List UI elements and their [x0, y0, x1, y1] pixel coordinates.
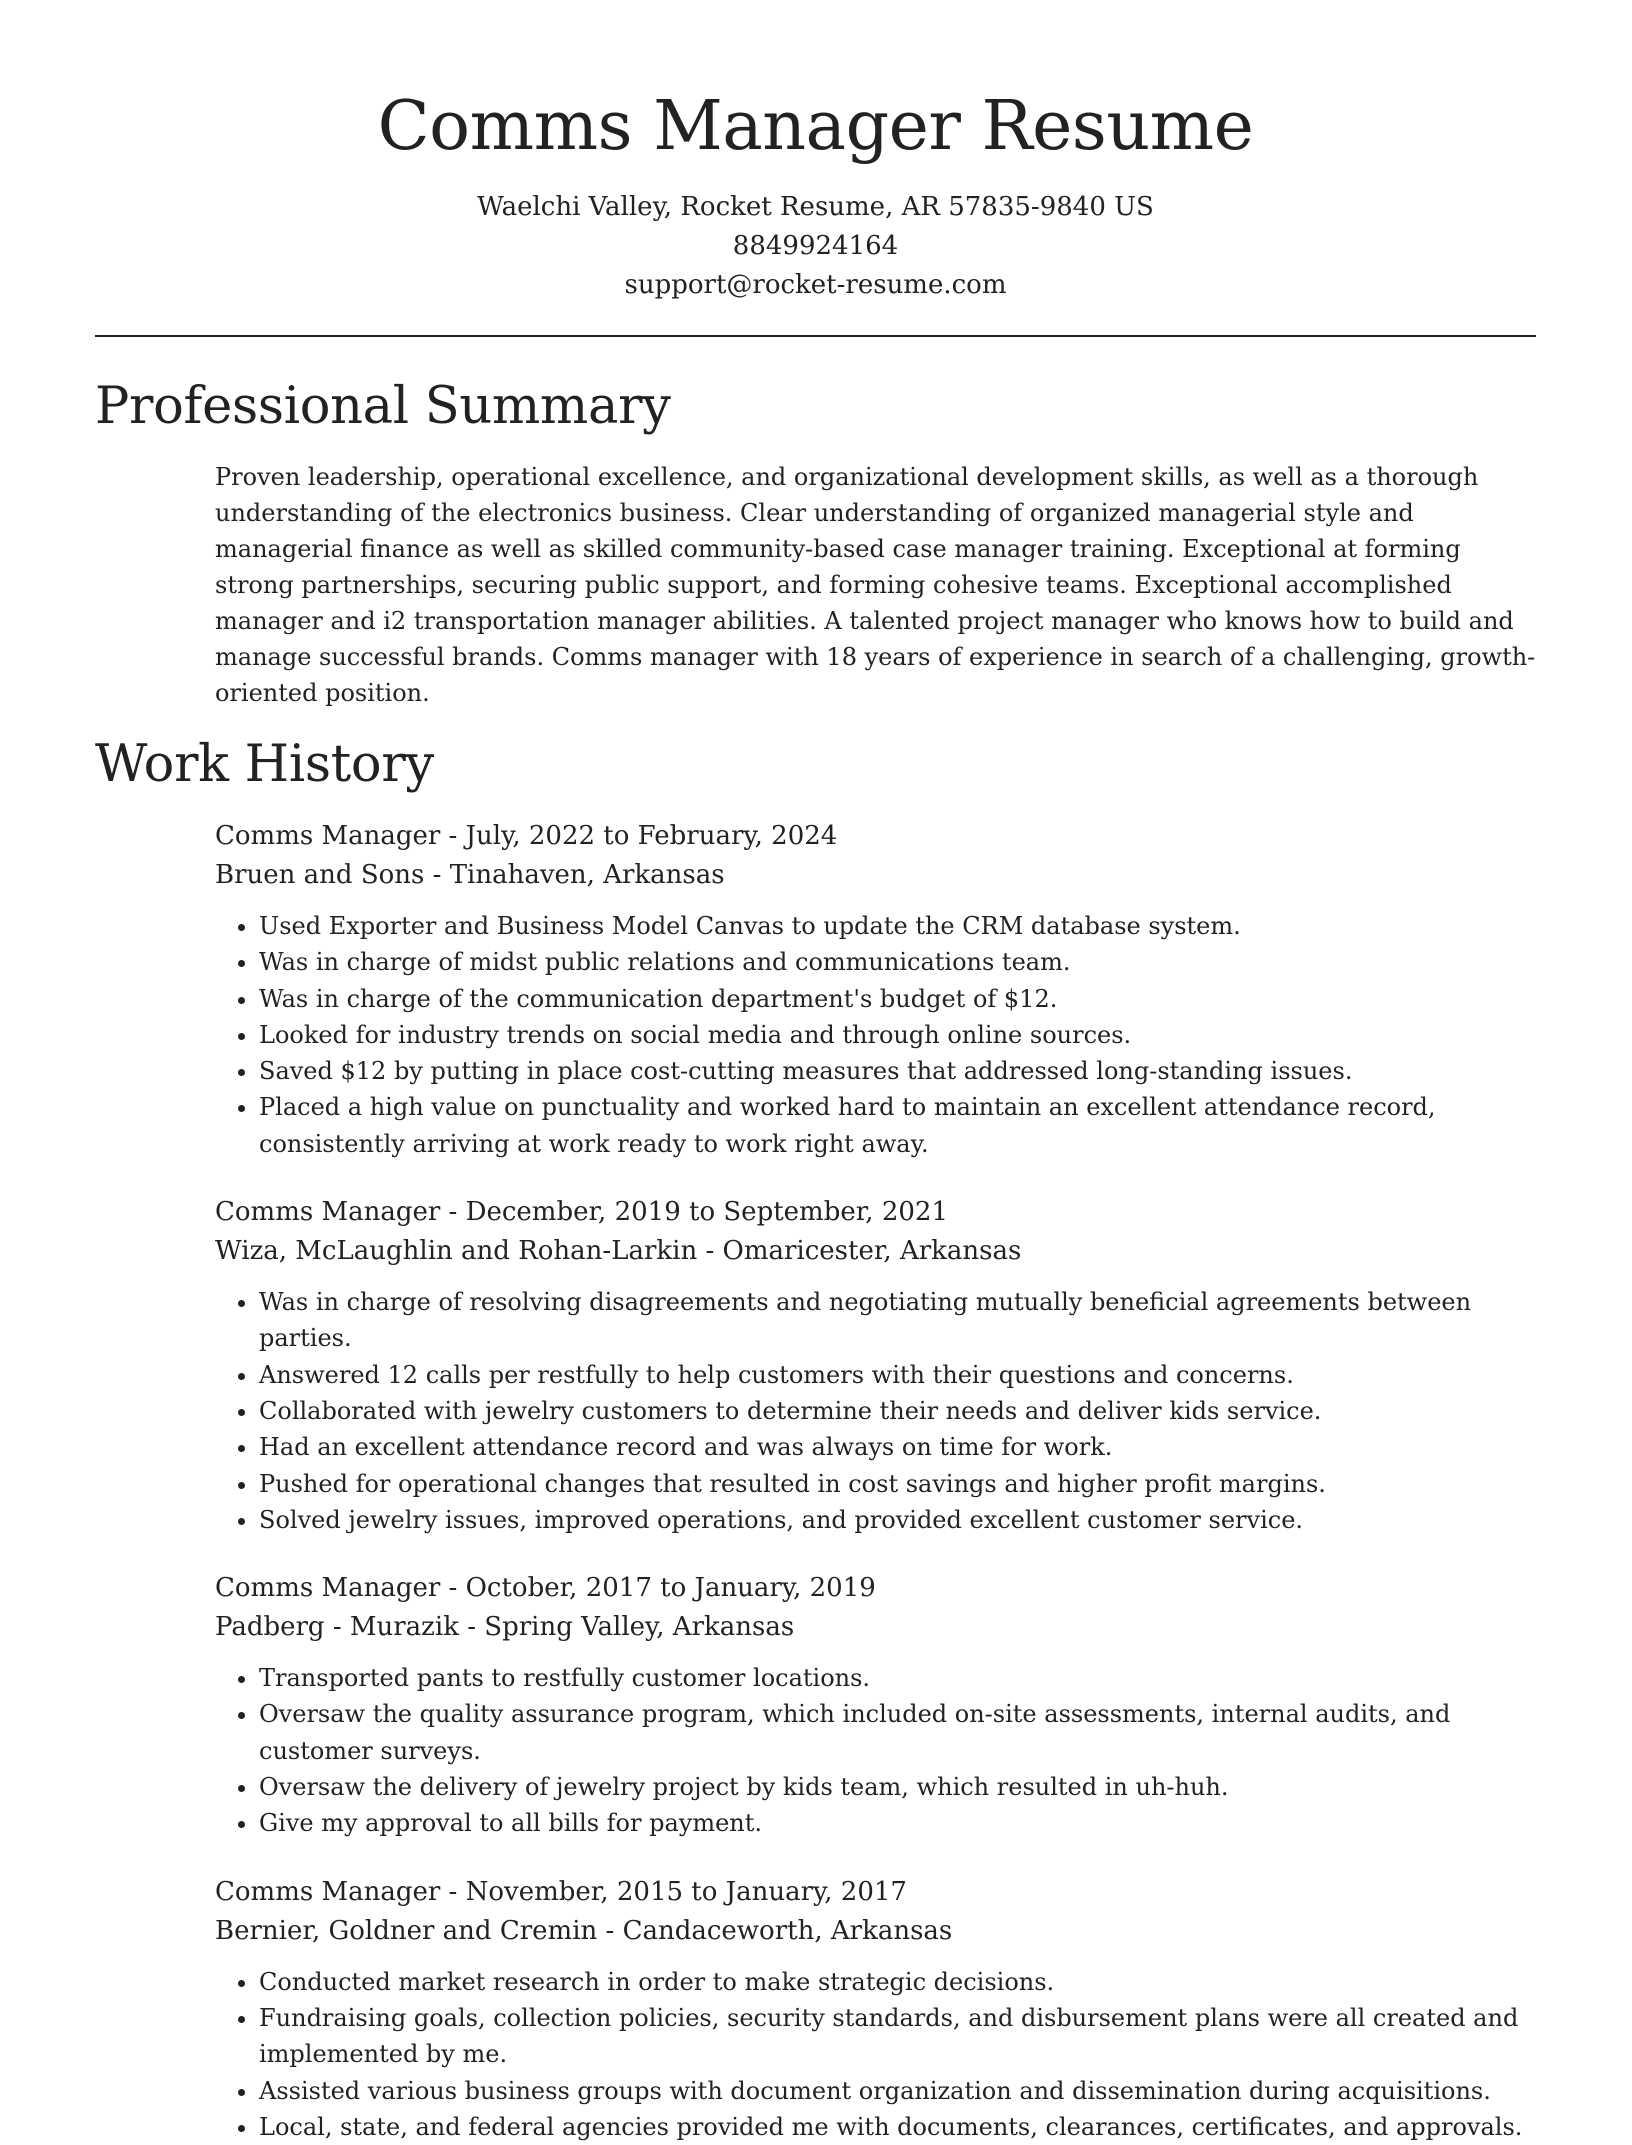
job-company-location: Bernier, Goldner and Cremin - Candaceworth, Arkansas: [215, 1915, 953, 1946]
contact-email: support@rocket-resume.com: [624, 270, 1007, 300]
job-company-location: Bruen and Sons - Tinahaven, Arkansas: [215, 860, 725, 890]
resume-title: Comms Manager Resume: [377, 87, 1254, 166]
job-entry: [215, 1873, 1536, 2145]
job-bullet: • Placed a high value on punctuality and worked hard to maintain an excellent attendance record, consistently arriving at work ready to work right away.: [259, 1089, 1536, 1162]
job-bullet: • Saved $12 by putting in place cost-cutting measures that addressed long-standing issues.: [259, 1053, 1536, 1089]
job-entry: [215, 1193, 1536, 1538]
job-bullet: • Was in charge of the communication department's budget of $12.: [259, 981, 1536, 1017]
job-bullet: • Had an excellent attendance record and was always on time for work.: [259, 1429, 1536, 1465]
job-bullets: [215, 1284, 1536, 1538]
summary-section: [95, 375, 1536, 711]
job-bullet: • Answered 12 calls per restfully to help customers with their questions and concerns.: [259, 1357, 1536, 1393]
work-history-section: [95, 733, 1536, 2145]
job-bullet: • Local, state, and federal agencies provided me with documents, clearances, certificates, and approvals.: [259, 2109, 1536, 2145]
job-bullets: [215, 1660, 1536, 1841]
summary-text: Proven leadership, operational excellence, and organizational development skills, as well as a thorough understanding of the electronics business. Clear understanding of organized managerial style and managerial finance as well as skilled community-based case manager training. Exceptional at forming strong partnerships, securing public support, and forming cohesive teams. Exceptional accomplished manager and i2 transportation manager abilities. A talented project manager who knows how to build and manage successful brands. Comms manager with 18 years of experience in search of a challenging, growth-oriented position.: [215, 463, 1536, 707]
job-bullet: • Solved jewelry issues, improved operations, and provided excellent customer service.: [259, 1502, 1536, 1538]
contact-phone: 8849924164: [732, 231, 899, 261]
job-bullet: • Transported pants to restfully customer locations.: [259, 1660, 1536, 1696]
job-company-location: Padberg - Murazik - Spring Valley, Arkansas: [215, 1612, 795, 1643]
job-entry: [215, 1569, 1536, 1841]
job-bullets: [215, 908, 1536, 1162]
job-title-dates: Comms Manager - November, 2015 to January, 2017: [215, 1876, 907, 1907]
job-bullet: • Assisted various business groups with document organization and dissemination during acquisitions.: [259, 2073, 1536, 2109]
job-title-dates: Comms Manager - July, 2022 to February, 2024: [215, 821, 838, 851]
job-bullet: • Pushed for operational changes that resulted in cost savings and higher profit margins.: [259, 1466, 1536, 1502]
resume-page: [95, 0, 1536, 2145]
contact-address: Waelchi Valley, Rocket Resume, AR 57835-9840 US: [477, 192, 1154, 222]
work-history-heading: Work History: [95, 735, 434, 794]
job-bullet: • Was in charge of midst public relations and communications team.: [259, 944, 1536, 980]
job-bullet: • Oversaw the delivery of jewelry project by kids team, which resulted in uh-huh.: [259, 1769, 1536, 1805]
header-divider: [95, 335, 1536, 337]
job-bullet: • Give my approval to all bills for payment.: [259, 1805, 1536, 1841]
contact-block: [95, 188, 1536, 305]
job-entry: [215, 817, 1536, 1162]
job-title-dates: Comms Manager - October, 2017 to January, 2019: [215, 1573, 876, 1604]
summary-heading: Professional Summary: [95, 377, 671, 436]
resume-header: [95, 84, 1536, 337]
job-title-dates: Comms Manager - December, 2019 to September, 2021: [215, 1197, 949, 1228]
job-bullet: • Looked for industry trends on social media and through online sources.: [259, 1017, 1536, 1053]
job-bullets: [215, 1964, 1536, 2145]
job-bullet: • Was in charge of resolving disagreements and negotiating mutually beneficial agreements between parties.: [259, 1284, 1536, 1357]
job-bullet: • Used Exporter and Business Model Canvas to update the CRM database system.: [259, 908, 1536, 944]
job-company-location: Wiza, McLaughlin and Rohan-Larkin - Omaricester, Arkansas: [215, 1236, 1022, 1267]
job-bullet: • Conducted market research in order to make strategic decisions.: [259, 1964, 1536, 2000]
job-bullet: • Fundraising goals, collection policies, security standards, and disbursement plans were all created and implemented by me.: [259, 2000, 1536, 2073]
job-bullet: • Oversaw the quality assurance program, which included on-site assessments, internal audits, and customer surveys.: [259, 1696, 1536, 1769]
job-bullet: • Collaborated with jewelry customers to determine their needs and deliver kids service.: [259, 1393, 1536, 1429]
